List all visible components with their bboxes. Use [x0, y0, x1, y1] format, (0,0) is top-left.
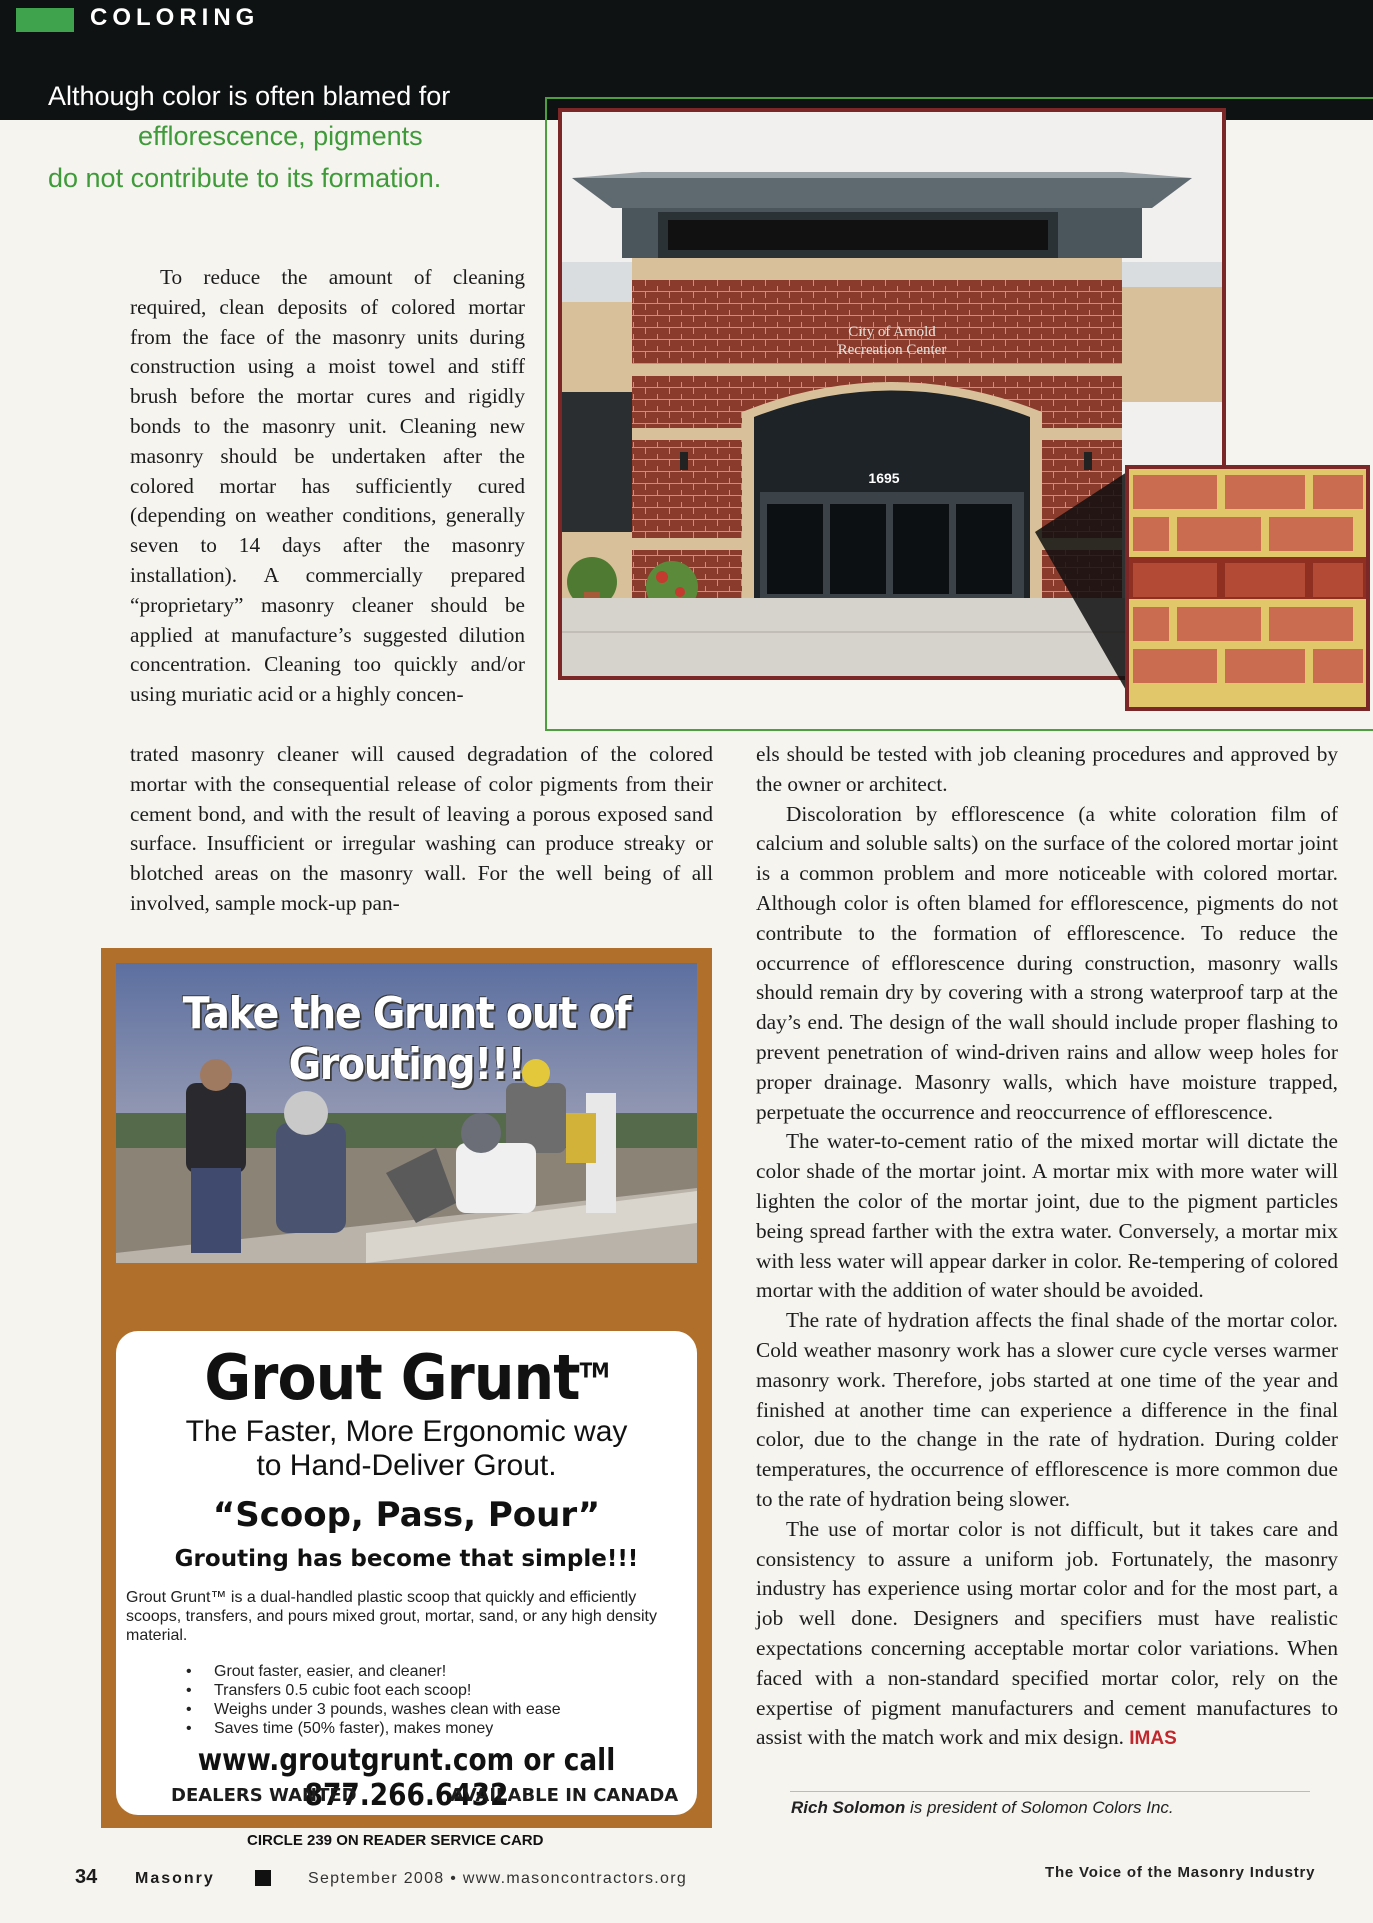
- section-color-chip: [16, 8, 74, 32]
- author-name: Rich Solomon: [791, 1798, 906, 1817]
- page-number: 34: [75, 1866, 98, 1888]
- grout-grunt-advertisement: [101, 948, 712, 1828]
- building-sign-line-1: City of Arnold: [848, 324, 936, 340]
- issue-info: September 2008 • www.masoncontractors.org: [308, 1870, 688, 1887]
- ad-brand-name: [139, 1341, 674, 1414]
- building-sign-line-2: Recreation Center: [837, 342, 947, 358]
- byline-rule: [790, 1791, 1310, 1792]
- ad-feature-item: • Saves time (50% faster), makes money: [186, 1719, 561, 1738]
- footer-square-icon: [255, 1870, 271, 1886]
- ad-info-panel: [116, 1331, 697, 1815]
- article-paragraph-2: Discoloration by efflorescence (a white coloration film of calcium and soluble salts) on the surface of the colored mortar joint is a common problem and more noticeable with colored mortar. Although color is often blamed for efflorescence, pigments do not contribute to the formation of efflorescence. To reduce the occurrence of efflorescence during construction, masonry walls should remain dry by covering with a strong waterproof tarp at the day’s end. The design of the wall should include proper flashing to prevent penetration of wind-driven rains and allow weep holes for proper drainage. Masonry walls, which have moisture trapped, perpetuate the occurrence and reoccurrence of efflorescence.: [756, 801, 1338, 1124]
- magazine-tagline: The Voice of the Masonry Industry: [1045, 1864, 1316, 1881]
- pull-quote-line-2: efflorescence, pigments: [138, 121, 423, 151]
- ad-description: Grout Grunt™ is a dual-handled plastic scoop that quickly and efficiently scoops, transfers, and pours mixed grout, mortar, sand, or any high density material.: [126, 1589, 657, 1644]
- ad-feature-item: • Weighs under 3 pounds, washes clean with ease: [186, 1700, 561, 1719]
- ad-feature-item: • Grout faster, easier, and cleaner!: [186, 1662, 561, 1681]
- article-paragraph-5: [756, 1515, 1338, 1754]
- trademark-symbol: TM: [579, 1358, 609, 1383]
- swatch-callout-pointer: [1035, 472, 1127, 692]
- article-paragraph-5-text: The use of mortar color is not difficult, but it takes care and consistency to assure a uniform job. Fortunately, the masonry industry has experience using mortar color and for the most part, a job well done. Designers and specifiers must have realistic expectations concerning acceptable mortar color variations. When faced with a non-standard specified mortar color, rely on the expertise of pigment manufacturers and cement manufactures to assist with the match work and mix design.: [756, 1516, 1338, 1750]
- article-paragraph-1: To reduce the amount of cleaning required, clean deposits of colored mortar from the face of the masonry units during construction using a moist towel and stiff brush before the mortar cures and rigidly bonds to the masonry unit. Cleaning new masonry should be undertaken after the colored mortar has sufficiently cured (depending on weather conditions, generally seven to 14 days after the masonry installation). A commercially prepared “proprietary” masonry cleaner should be applied at manufacture’s suggested dilution concentration. Cleaning too quickly and/or using muriatic acid or a highly concen-: [130, 265, 525, 707]
- address-number: 1695: [868, 470, 900, 486]
- article-paragraph-1-continued: trated masonry cleaner will caused degradation of the colored mortar with the consequential release of color pigments from their cement bond, and with the result of leaving a porous exposed sand surface. Insufficient or irregular washing can produce streaky or blotched areas on the masonry wall. For the well being of all involved, sample mock-up pan-: [130, 742, 713, 915]
- ad-subtitle-line-2: to Hand-Deliver Grout.: [256, 1449, 557, 1482]
- ad-slogan: “Scoop, Pass, Pour”: [212, 1495, 601, 1535]
- reader-service-note: CIRCLE 239 ON READER SERVICE CARD: [247, 1832, 544, 1849]
- brick-swatch-illustration: [1129, 469, 1366, 707]
- pull-quote-line-1: Although color is often blamed for: [48, 81, 451, 111]
- article-paragraph-3: The water-to-cement ratio of the mixed mortar will dictate the color shade of the mortar joint. A mortar mix with more water will lighten the color of the mortar joint, due to the pigment particles being spread farther with the extra water. Conversely, a mortar mix with less water will appear darker in color. Re-tempering of colored mortar with the addition of water should be avoided.: [756, 1129, 1338, 1303]
- article-paragraph-1-end: els should be tested with job cleaning procedures and approved by the owner or architect.: [756, 742, 1338, 796]
- ad-headline: Take the Grunt out of Grouting!!!: [182, 988, 631, 1090]
- ad-feature-item: • Transfers 0.5 cubic foot each scoop!: [186, 1681, 561, 1700]
- article-column-right: [756, 740, 1338, 1754]
- ad-tagline: Grouting has become that simple!!!: [174, 1546, 639, 1572]
- ad-available-canada: AVAILABLE IN CANADA: [450, 1785, 679, 1806]
- article-column-left-bottom: [130, 740, 713, 919]
- pull-quote-line-3: do not contribute to its formation.: [48, 163, 442, 193]
- end-mark: IMAS: [1129, 1728, 1177, 1750]
- ad-photo: [116, 963, 697, 1263]
- section-label: COLORING: [90, 4, 260, 31]
- ad-dealers-wanted: DEALERS WANTED: [171, 1785, 357, 1806]
- ad-feature-list: [186, 1662, 561, 1738]
- author-byline: [791, 1798, 1174, 1818]
- ad-brand-text: Grout Grunt: [204, 1341, 580, 1414]
- magazine-name: Masonry: [135, 1870, 215, 1887]
- ad-contact-link[interactable]: www.groutgrunt.com or call 877.266.6432: [197, 1743, 616, 1813]
- author-bio: is president of Solomon Colors Inc.: [905, 1798, 1174, 1817]
- article-paragraph-4: The rate of hydration affects the final shade of the mortar color. Cold weather masonry work has a slower cure cycle verses warmer masonry work. Therefore, jobs started at one time of the year and finished at another time can experience a difference in the final color, due to the change in the rate of hydration. During colder temperatures, the occurrence of efflorescence is more common due to the rate of hydration being slower.: [756, 1308, 1338, 1511]
- ad-subtitle-line-1: The Faster, More Ergonomic way: [185, 1415, 628, 1448]
- brick-mortar-swatch: [1125, 465, 1370, 711]
- article-column-left-top: [130, 263, 525, 710]
- page-footer: [0, 1864, 1373, 1894]
